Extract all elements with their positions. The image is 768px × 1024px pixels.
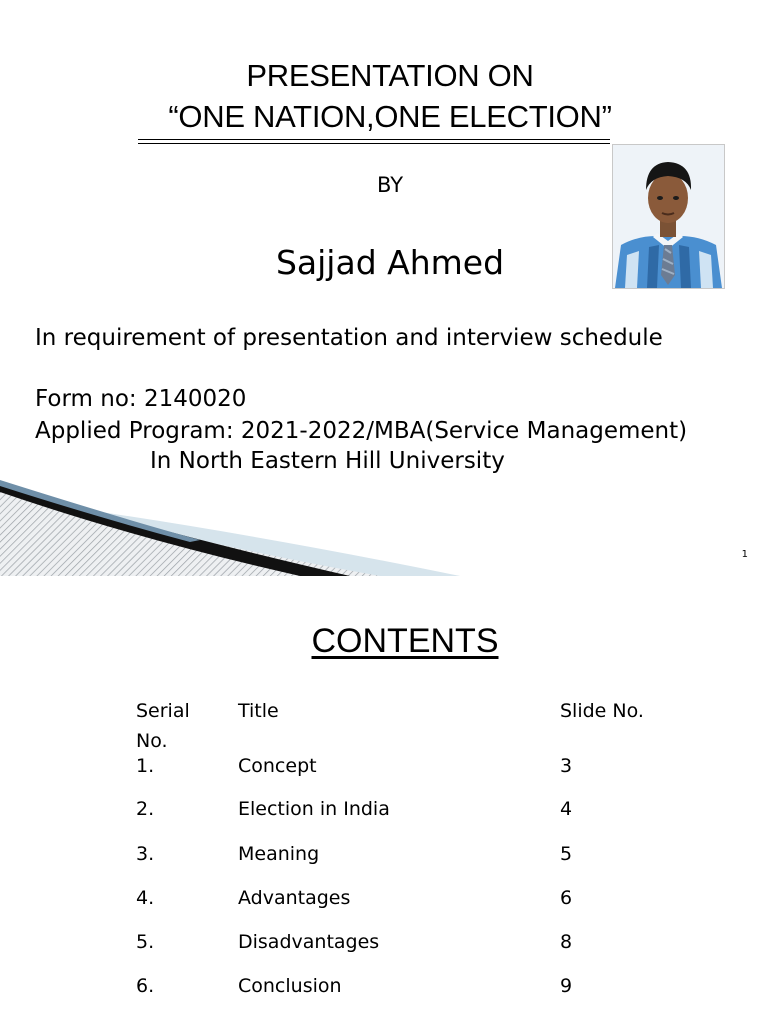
- title-underline-top: [138, 139, 610, 140]
- decorative-swoosh: [0, 478, 460, 576]
- by-label: BY: [376, 173, 404, 197]
- row-serial: 1.: [136, 755, 155, 777]
- row-slide-no: 3: [560, 755, 573, 777]
- university-name: In North Eastern Hill University: [150, 448, 505, 474]
- header-slide-no: Slide No.: [560, 700, 644, 722]
- header-serial: Serial No.: [136, 700, 190, 752]
- presentation-title-line-2: “ONE NATION,ONE ELECTION”: [168, 99, 612, 134]
- author-name: Sajjad Ahmed: [275, 243, 505, 282]
- requirement-text: In requirement of presentation and interview schedule: [35, 325, 663, 351]
- row-title: Disadvantages: [238, 931, 380, 953]
- row-slide-no: 5: [560, 843, 573, 865]
- row-serial: 5.: [136, 931, 155, 953]
- contents-slide: [0, 588, 768, 1024]
- row-title: Election in India: [238, 798, 390, 820]
- applied-program: Applied Program: 2021-2022/MBA(Service Management): [35, 418, 688, 444]
- contents-title: CONTENTS: [311, 622, 499, 660]
- row-title: Meaning: [238, 843, 320, 865]
- row-serial: 2.: [136, 798, 155, 820]
- row-slide-no: 6: [560, 887, 573, 909]
- row-serial: 6.: [136, 975, 155, 997]
- row-slide-no: 8: [560, 931, 573, 953]
- presentation-title-line-1: PRESENTATION ON: [246, 58, 534, 93]
- row-slide-no: 4: [560, 798, 573, 820]
- header-title: Title: [238, 700, 279, 722]
- page-number: 1: [741, 549, 748, 560]
- row-serial: 4.: [136, 887, 155, 909]
- row-slide-no: 9: [560, 975, 573, 997]
- row-title: Conclusion: [238, 975, 342, 997]
- portrait-image: [613, 145, 724, 288]
- title-underline-bottom: [138, 143, 610, 144]
- row-serial: 3.: [136, 843, 155, 865]
- author-photo: [612, 144, 725, 289]
- form-number: Form no: 2140020: [35, 386, 247, 412]
- row-title: Advantages: [238, 887, 351, 909]
- row-title: Concept: [238, 755, 317, 777]
